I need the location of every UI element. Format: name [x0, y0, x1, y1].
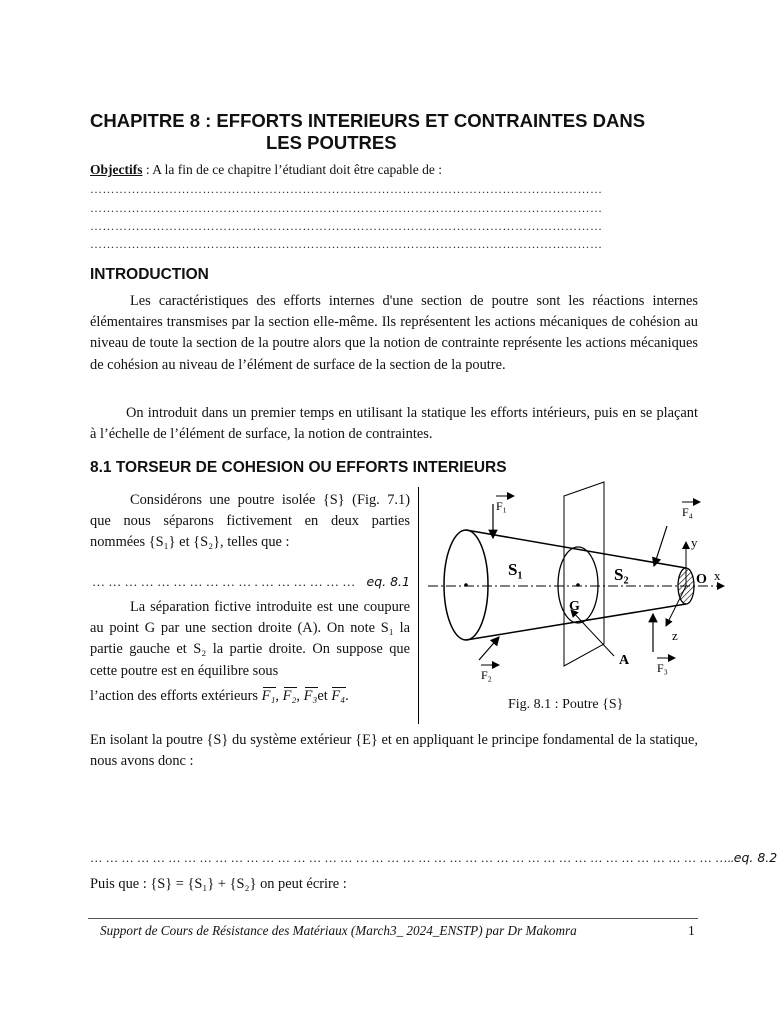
section-paragraph-1	[90, 490, 410, 554]
label-z: z	[672, 628, 678, 643]
section-paragraph-2-text: La séparation fictive introduite est une coupure au point G par une section droite (A). On note S₁ la partie gauche et S₂ la partie droite. On suppose que cette poutre est en équilibre sous	[90, 599, 410, 679]
equation-8-2-dots: … … … … … … … … … … … … … … … … … … … … … … … … … … … … … … … … … … … … … … … … …..	[90, 851, 734, 865]
intro-paragraph-2-text: On introduit dans un premier temps en utilisant la statique les efforts intérieurs, puis en se plaçant à l’échelle de l’élément de surface, la notion de contraintes.	[90, 405, 698, 443]
external-forces-text: l’action des efforts extérieurs	[90, 688, 258, 704]
vector-F3: F₃	[303, 688, 318, 704]
chapter-title-line1: CHAPITRE 8 : EFFORTS INTERIEURS ET CONTRAINTES DANS	[90, 110, 646, 131]
footer-rule	[88, 918, 698, 919]
dotted-line-3: ……………………………………………………………………………………………………………	[90, 219, 603, 233]
equation-8-2-label: eq. 8.2	[733, 850, 777, 865]
label-x: x	[714, 568, 721, 583]
chapter-title	[90, 110, 645, 154]
section-8-1-heading: 8.1 TORSEUR DE COHESION OU EFFORTS INTERIEURS	[90, 459, 507, 476]
vector-F2: F₂	[282, 688, 297, 704]
label-S1: S₁	[508, 560, 523, 579]
dotted-line-4: ……………………………………………………………………………………………………………	[90, 237, 603, 251]
dotted-line-2: ……………………………………………………………………………………………………………	[90, 201, 603, 215]
page-number: 1	[688, 923, 695, 938]
and-text: et	[317, 688, 328, 704]
section-paragraph-2	[90, 597, 410, 682]
cone-top-edge	[466, 530, 686, 568]
label-G: G	[569, 599, 580, 614]
external-forces-line: l’action des efforts extérieurs F₁, F₂, F₃et F₄.	[90, 688, 349, 704]
force-F4	[654, 526, 667, 566]
objectives-label: Objectifs	[90, 162, 143, 177]
force-F2	[479, 637, 499, 660]
column-divider	[418, 487, 419, 724]
objectives	[90, 162, 442, 178]
chapter-title-line2: LES POUTRES	[266, 132, 397, 153]
intro-paragraph-1	[90, 291, 698, 376]
label-S2: S₂	[614, 565, 629, 584]
label-F1: F₁	[496, 499, 507, 513]
intro-paragraph-1-text: Les caractéristiques des efforts internes d'une section de poutre sont les réactions internes élémentaires transmises par la section elle-même. Ils représentent les actions mécaniques de cohésion au niveau de toute la section de la poutre alors que la notion de contrainte représente les actions mécaniques de cohésion au niveau de l’élément de surface de la section de la poutre.	[90, 293, 698, 373]
figure-caption: Fig. 8.1 : Poutre {S}	[508, 697, 624, 712]
label-F4: F₄	[682, 505, 693, 519]
label-F3: F₃	[657, 661, 668, 675]
equation-8-2	[90, 850, 777, 866]
label-F2: F₂	[481, 668, 492, 682]
vector-F1: F₁	[261, 688, 276, 704]
section-paragraph-4: En isolant la poutre {S} du système extérieur {E} et en appliquant le principe fondamental de la statique, nous avons donc :	[90, 732, 698, 770]
label-O: O	[696, 572, 707, 587]
section-paragraph-5: Puis que : {S} = {S₁} + {S₂} on peut écrire :	[90, 876, 347, 892]
dotted-line-1: ……………………………………………………………………………………………………………	[90, 182, 603, 196]
footer-text: Support de Cours de Résistance des Matériaux (March3_ 2024_ENSTP) par Dr Makomra	[100, 923, 577, 938]
equation-8-1	[92, 574, 410, 590]
beam-figure	[428, 484, 740, 724]
equation-8-1-dots: … … … … … … … … … … . … … … … … …	[92, 574, 356, 589]
label-y: y	[691, 535, 698, 550]
introduction-heading: INTRODUCTION	[90, 266, 209, 283]
z-axis	[666, 586, 686, 626]
vector-F4: F₄	[331, 688, 346, 704]
objectives-text: : A la fin de ce chapitre l’étudiant doit être capable de :	[142, 162, 442, 177]
period: .	[345, 688, 349, 704]
label-A: A	[619, 653, 630, 668]
section-paragraph-1-text: Considérons une poutre isolée {S} (Fig. 7.1) que nous séparons fictivement en deux parties nommées {S₁} et {S₂}, telles que :	[90, 492, 410, 551]
equation-8-1-label: eq. 8.1	[366, 574, 410, 589]
intro-paragraph-2	[90, 403, 698, 445]
